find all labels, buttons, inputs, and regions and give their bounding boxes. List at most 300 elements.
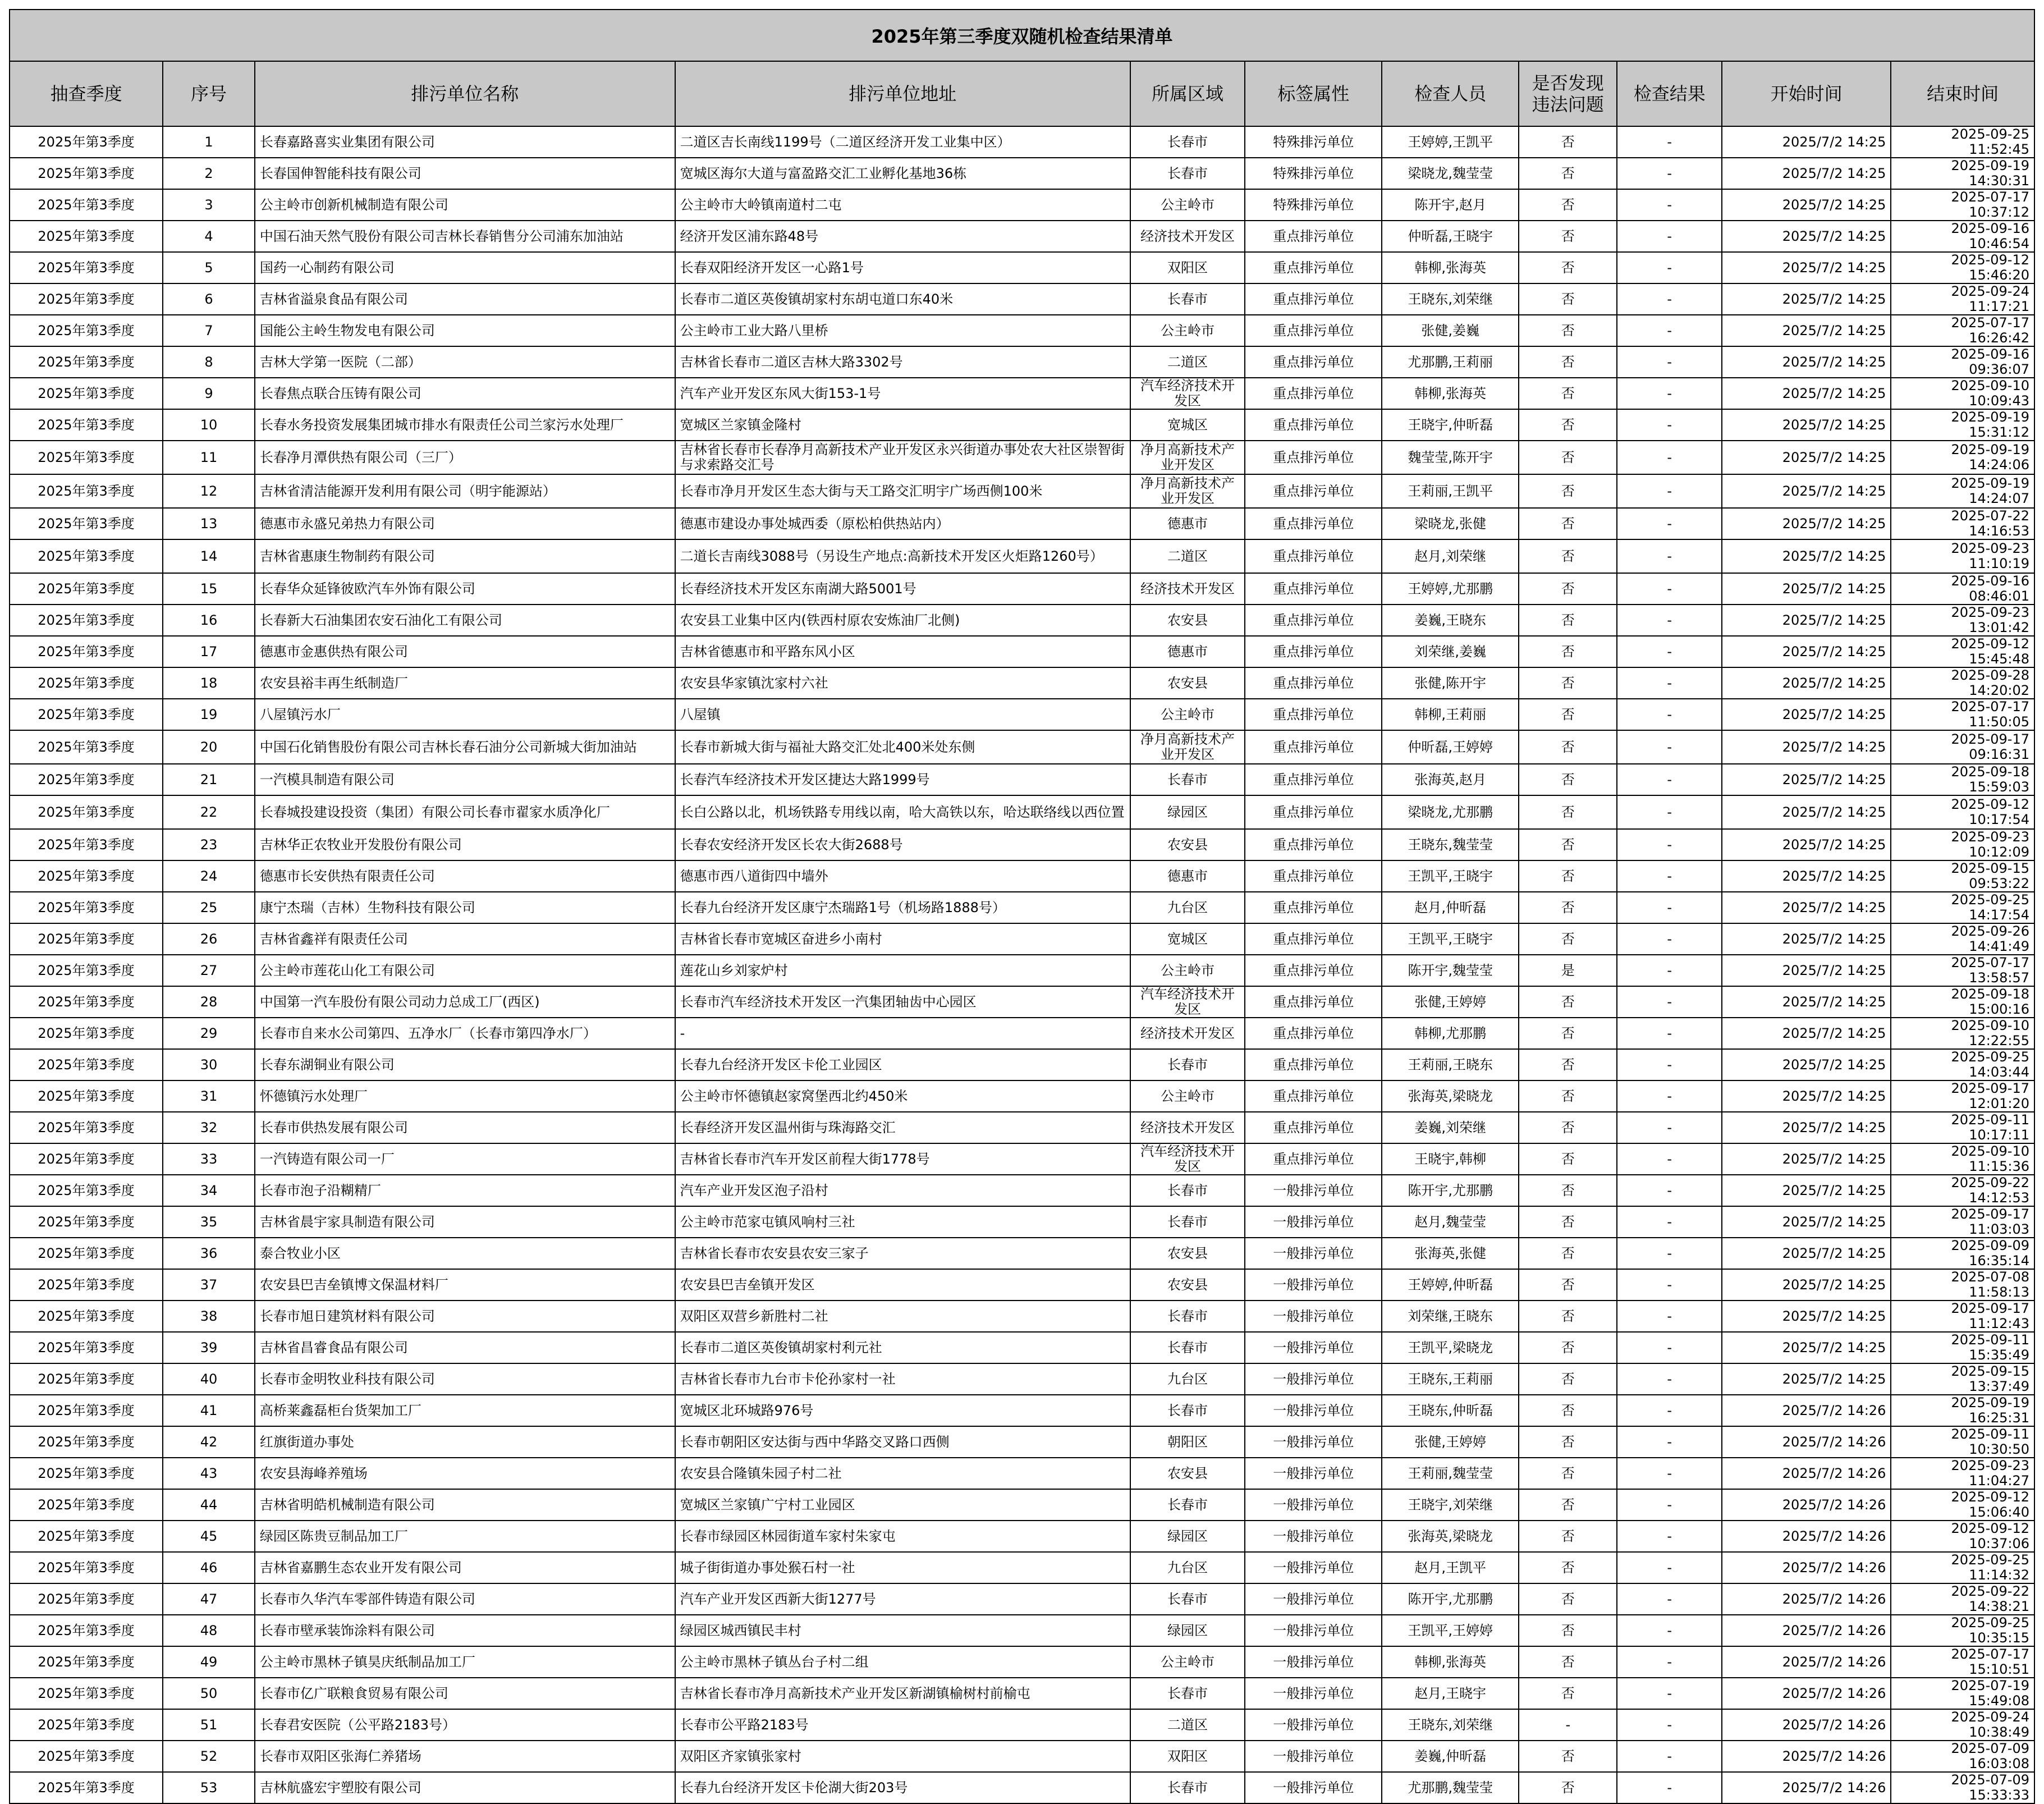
cell-end-time: 2025-09-19 14:24:07: [1891, 474, 2034, 508]
cell-index: 42: [163, 1426, 255, 1458]
cell-unit-address: 莲花山乡刘家炉村: [675, 955, 1130, 986]
cell-violation: 否: [1519, 126, 1617, 158]
cell-region: 长春市: [1130, 1049, 1245, 1080]
cell-tag: 一般排污单位: [1245, 1426, 1382, 1458]
cell-violation: -: [1519, 1709, 1617, 1741]
cell-end-time: 2025-07-09 16:03:08: [1891, 1741, 2034, 1772]
cell-unit-name: 长春市壁承装饰涂料有限公司: [255, 1615, 675, 1646]
cell-violation: 否: [1519, 1583, 1617, 1615]
table-row: [10, 605, 2034, 636]
table-row: [10, 409, 2034, 441]
cell-violation: 否: [1519, 636, 1617, 667]
cell-violation: 否: [1519, 829, 1617, 860]
cell-start-time: 2025/7/2 14:25: [1722, 955, 1891, 986]
table-row: [10, 1301, 2034, 1332]
cell-unit-address: 吉林省长春市宽城区奋进乡小南村: [675, 923, 1130, 955]
table-row: [10, 1049, 2034, 1080]
cell-violation: 否: [1519, 1646, 1617, 1678]
cell-unit-address: 长春市公平路2183号: [675, 1709, 1130, 1741]
cell-quarter: 2025年第3季度: [10, 1772, 163, 1803]
cell-unit-name: 长春市亿广联粮食贸易有限公司: [255, 1678, 675, 1709]
cell-quarter: 2025年第3季度: [10, 986, 163, 1018]
cell-region: 净月高新技术产业开发区: [1130, 474, 1245, 508]
cell-unit-name: 公主岭市黑林子镇昊庆纸制品加工厂: [255, 1646, 675, 1678]
cell-tag: 重点排污单位: [1245, 764, 1382, 795]
cell-region: 长春市: [1130, 1583, 1245, 1615]
cell-violation: 否: [1519, 409, 1617, 441]
cell-inspectors: 王凯平,梁晓龙: [1382, 1332, 1519, 1363]
cell-index: 41: [163, 1395, 255, 1426]
cell-start-time: 2025/7/2 14:26: [1722, 1521, 1891, 1552]
cell-end-time: 2025-09-16 10:46:54: [1891, 221, 2034, 252]
table-row: [10, 1143, 2034, 1175]
cell-unit-name: 长春嘉路喜实业集团有限公司: [255, 126, 675, 158]
cell-result: -: [1617, 158, 1722, 189]
cell-quarter: 2025年第3季度: [10, 409, 163, 441]
cell-unit-name: 长春市旭日建筑材料有限公司: [255, 1301, 675, 1332]
cell-tag: 特殊排污单位: [1245, 126, 1382, 158]
cell-region: 公主岭市: [1130, 955, 1245, 986]
cell-inspectors: 姜巍,刘荣继: [1382, 1112, 1519, 1143]
cell-start-time: 2025/7/2 14:25: [1722, 221, 1891, 252]
cell-start-time: 2025/7/2 14:25: [1722, 605, 1891, 636]
cell-index: 22: [163, 795, 255, 829]
cell-unit-name: 绿园区陈贵豆制品加工厂: [255, 1521, 675, 1552]
cell-tag: 重点排污单位: [1245, 1049, 1382, 1080]
cell-start-time: 2025/7/2 14:25: [1722, 699, 1891, 730]
cell-region: 汽车经济技术开发区: [1130, 1143, 1245, 1175]
cell-index: 1: [163, 126, 255, 158]
cell-violation: 否: [1519, 667, 1617, 699]
cell-tag: 重点排污单位: [1245, 699, 1382, 730]
cell-inspectors: 韩柳,王莉丽: [1382, 699, 1519, 730]
cell-region: 德惠市: [1130, 860, 1245, 892]
cell-result: -: [1617, 1458, 1722, 1489]
cell-unit-address: 宽城区兰家镇金隆村: [675, 409, 1130, 441]
cell-violation: 否: [1519, 573, 1617, 605]
cell-region: 农安县: [1130, 1458, 1245, 1489]
cell-result: -: [1617, 252, 1722, 283]
table-row: [10, 1395, 2034, 1426]
cell-region: 双阳区: [1130, 1741, 1245, 1772]
cell-inspectors: 赵月,刘荣继: [1382, 539, 1519, 573]
cell-start-time: 2025/7/2 14:26: [1722, 1489, 1891, 1521]
cell-unit-address: 长春市二道区英俊镇胡家村利元社: [675, 1332, 1130, 1363]
cell-unit-name: 长春市久华汽车零部件铸造有限公司: [255, 1583, 675, 1615]
cell-tag: 特殊排污单位: [1245, 158, 1382, 189]
cell-end-time: 2025-09-22 14:38:21: [1891, 1583, 2034, 1615]
cell-end-time: 2025-07-17 11:50:05: [1891, 699, 2034, 730]
cell-quarter: 2025年第3季度: [10, 795, 163, 829]
cell-result: -: [1617, 1363, 1722, 1395]
cell-unit-address: 长春双阳经济开发区一心路1号: [675, 252, 1130, 283]
cell-result: -: [1617, 315, 1722, 346]
cell-end-time: 2025-09-12 15:46:20: [1891, 252, 2034, 283]
cell-index: 26: [163, 923, 255, 955]
table-row: [10, 730, 2034, 764]
cell-unit-name: 长春市泡子沿糊精厂: [255, 1175, 675, 1206]
cell-quarter: 2025年第3季度: [10, 189, 163, 221]
cell-violation: 否: [1519, 1615, 1617, 1646]
cell-start-time: 2025/7/2 14:25: [1722, 474, 1891, 508]
cell-violation: 否: [1519, 1458, 1617, 1489]
cell-end-time: 2025-09-23 13:01:42: [1891, 605, 2034, 636]
cell-end-time: 2025-09-24 11:17:21: [1891, 283, 2034, 315]
cell-result: -: [1617, 1175, 1722, 1206]
cell-result: -: [1617, 1583, 1722, 1615]
cell-violation: 否: [1519, 1049, 1617, 1080]
cell-inspectors: 尤那鹏,王莉丽: [1382, 346, 1519, 378]
cell-tag: 一般排污单位: [1245, 1646, 1382, 1678]
cell-unit-address: 长春市二道区英俊镇胡家村东胡屯道口东40米: [675, 283, 1130, 315]
cell-unit-address: 公主岭市大岭镇南道村二屯: [675, 189, 1130, 221]
cell-index: 14: [163, 539, 255, 573]
cell-violation: 否: [1519, 795, 1617, 829]
cell-unit-name: 一汽模具制造有限公司: [255, 764, 675, 795]
cell-inspectors: 韩柳,张海英: [1382, 252, 1519, 283]
cell-start-time: 2025/7/2 14:26: [1722, 1395, 1891, 1426]
cell-violation: 否: [1519, 158, 1617, 189]
cell-region: 双阳区: [1130, 252, 1245, 283]
cell-inspectors: 王晓宇,刘荣继: [1382, 1489, 1519, 1521]
cell-start-time: 2025/7/2 14:25: [1722, 252, 1891, 283]
header-start-time: 开始时间: [1722, 61, 1891, 126]
cell-result: -: [1617, 346, 1722, 378]
cell-violation: 否: [1519, 1426, 1617, 1458]
cell-quarter: 2025年第3季度: [10, 1238, 163, 1269]
cell-tag: 一般排污单位: [1245, 1678, 1382, 1709]
cell-unit-name: 中国石化销售股份有限公司吉林长春石油分公司新城大街加油站: [255, 730, 675, 764]
cell-inspectors: 刘荣继,姜巍: [1382, 636, 1519, 667]
cell-index: 45: [163, 1521, 255, 1552]
cell-inspectors: 王晓东,魏莹莹: [1382, 829, 1519, 860]
cell-unit-address: 吉林省长春市汽车开发区前程大街1778号: [675, 1143, 1130, 1175]
cell-region: 长春市: [1130, 1332, 1245, 1363]
cell-result: -: [1617, 1678, 1722, 1709]
cell-inspectors: 张海英,梁晓龙: [1382, 1080, 1519, 1112]
cell-inspectors: 张健,陈开宇: [1382, 667, 1519, 699]
table-row: [10, 441, 2034, 474]
cell-unit-address: 吉林省德惠市和平路东风小区: [675, 636, 1130, 667]
cell-start-time: 2025/7/2 14:25: [1722, 441, 1891, 474]
table-row: [10, 764, 2034, 795]
cell-result: -: [1617, 1741, 1722, 1772]
cell-start-time: 2025/7/2 14:25: [1722, 986, 1891, 1018]
cell-violation: 否: [1519, 1678, 1617, 1709]
table-row: [10, 955, 2034, 986]
cell-start-time: 2025/7/2 14:25: [1722, 283, 1891, 315]
header-index: 序号: [163, 61, 255, 126]
cell-unit-name: 农安县巴吉垒镇博文保温材料厂: [255, 1269, 675, 1301]
cell-index: 28: [163, 986, 255, 1018]
cell-unit-address: 双阳区齐家镇张家村: [675, 1741, 1130, 1772]
cell-violation: 否: [1519, 1206, 1617, 1238]
cell-inspectors: 赵月,仲昕磊: [1382, 892, 1519, 923]
cell-inspectors: 魏莹莹,陈开宇: [1382, 441, 1519, 474]
cell-tag: 重点排污单位: [1245, 474, 1382, 508]
cell-start-time: 2025/7/2 14:25: [1722, 667, 1891, 699]
cell-index: 23: [163, 829, 255, 860]
cell-start-time: 2025/7/2 14:25: [1722, 315, 1891, 346]
cell-unit-address: 长春经济技术开发区东南湖大路5001号: [675, 573, 1130, 605]
table-row: [10, 1426, 2034, 1458]
table-row: [10, 126, 2034, 158]
cell-start-time: 2025/7/2 14:26: [1722, 1678, 1891, 1709]
cell-region: 长春市: [1130, 1175, 1245, 1206]
cell-tag: 重点排污单位: [1245, 923, 1382, 955]
cell-index: 36: [163, 1238, 255, 1269]
cell-end-time: 2025-09-12 15:06:40: [1891, 1489, 2034, 1521]
cell-inspectors: 张海英,梁晓龙: [1382, 1521, 1519, 1552]
cell-region: 经济技术开发区: [1130, 573, 1245, 605]
cell-unit-address: 城子街街道办事处猴石村一社: [675, 1552, 1130, 1583]
cell-unit-address: 长春农安经济开发区长农大街2688号: [675, 829, 1130, 860]
cell-inspectors: 尤那鹏,魏莹莹: [1382, 1772, 1519, 1803]
cell-index: 19: [163, 699, 255, 730]
cell-start-time: 2025/7/2 14:26: [1722, 1426, 1891, 1458]
cell-unit-name: 长春国伸智能科技有限公司: [255, 158, 675, 189]
cell-end-time: 2025-09-12 10:17:54: [1891, 795, 2034, 829]
cell-start-time: 2025/7/2 14:25: [1722, 378, 1891, 409]
table-row: [10, 1521, 2034, 1552]
cell-inspectors: 张健,王婷婷: [1382, 1426, 1519, 1458]
cell-result: -: [1617, 1301, 1722, 1332]
cell-quarter: 2025年第3季度: [10, 315, 163, 346]
cell-violation: 否: [1519, 986, 1617, 1018]
cell-tag: 重点排污单位: [1245, 860, 1382, 892]
cell-result: -: [1617, 730, 1722, 764]
cell-quarter: 2025年第3季度: [10, 764, 163, 795]
cell-result: -: [1617, 1269, 1722, 1301]
cell-unit-address: 长春市绿园区林园街道车家村朱家屯: [675, 1521, 1130, 1552]
cell-index: 44: [163, 1489, 255, 1521]
cell-tag: 一般排污单位: [1245, 1489, 1382, 1521]
cell-end-time: 2025-09-17 11:03:03: [1891, 1206, 2034, 1238]
cell-inspectors: 仲昕磊,王晓宇: [1382, 221, 1519, 252]
cell-tag: 重点排污单位: [1245, 283, 1382, 315]
cell-unit-address: 汽车产业开发区泡子沿村: [675, 1175, 1130, 1206]
cell-end-time: 2025-09-17 12:01:20: [1891, 1080, 2034, 1112]
cell-start-time: 2025/7/2 14:25: [1722, 346, 1891, 378]
cell-tag: 重点排污单位: [1245, 955, 1382, 986]
cell-inspectors: 姜巍,王晓东: [1382, 605, 1519, 636]
cell-tag: 重点排污单位: [1245, 508, 1382, 539]
cell-end-time: 2025-09-16 09:36:07: [1891, 346, 2034, 378]
table-row: [10, 1332, 2034, 1363]
cell-result: -: [1617, 605, 1722, 636]
cell-unit-address: 绿园区城西镇民丰村: [675, 1615, 1130, 1646]
cell-start-time: 2025/7/2 14:25: [1722, 829, 1891, 860]
cell-index: 30: [163, 1049, 255, 1080]
cell-inspectors: 梁晓龙,尤那鹏: [1382, 795, 1519, 829]
cell-tag: 一般排污单位: [1245, 1269, 1382, 1301]
cell-end-time: 2025-09-25 10:35:15: [1891, 1615, 2034, 1646]
cell-inspectors: 姜巍,仲昕磊: [1382, 1741, 1519, 1772]
cell-tag: 重点排污单位: [1245, 829, 1382, 860]
cell-quarter: 2025年第3季度: [10, 158, 163, 189]
cell-result: -: [1617, 474, 1722, 508]
cell-end-time: 2025-09-24 10:38:49: [1891, 1709, 2034, 1741]
cell-violation: 否: [1519, 539, 1617, 573]
cell-inspectors: 王婷婷,王凯平: [1382, 126, 1519, 158]
cell-inspectors: 刘荣继,王晓东: [1382, 1301, 1519, 1332]
cell-index: 20: [163, 730, 255, 764]
cell-region: 农安县: [1130, 667, 1245, 699]
cell-quarter: 2025年第3季度: [10, 1458, 163, 1489]
cell-index: 17: [163, 636, 255, 667]
cell-violation: 否: [1519, 221, 1617, 252]
cell-tag: 重点排污单位: [1245, 573, 1382, 605]
cell-result: -: [1617, 636, 1722, 667]
table-row: [10, 508, 2034, 539]
cell-tag: 重点排污单位: [1245, 539, 1382, 573]
table-row: [10, 829, 2034, 860]
cell-violation: 否: [1519, 605, 1617, 636]
cell-tag: 一般排污单位: [1245, 1395, 1382, 1426]
cell-quarter: 2025年第3季度: [10, 1489, 163, 1521]
cell-quarter: 2025年第3季度: [10, 636, 163, 667]
cell-unit-name: 吉林省明皓机械制造有限公司: [255, 1489, 675, 1521]
cell-end-time: 2025-09-23 10:12:09: [1891, 829, 2034, 860]
cell-start-time: 2025/7/2 14:25: [1722, 1206, 1891, 1238]
cell-tag: 重点排污单位: [1245, 605, 1382, 636]
header-violation: 是否发现 违法问题: [1519, 61, 1617, 126]
cell-violation: 否: [1519, 1018, 1617, 1049]
cell-end-time: 2025-09-15 13:37:49: [1891, 1363, 2034, 1395]
table-row: [10, 1269, 2034, 1301]
cell-unit-address: 长春经济开发区温州街与珠海路交汇: [675, 1112, 1130, 1143]
cell-end-time: 2025-09-10 11:15:36: [1891, 1143, 2034, 1175]
table-row: [10, 1206, 2034, 1238]
cell-unit-name: 农安县裕丰再生纸制造厂: [255, 667, 675, 699]
cell-quarter: 2025年第3季度: [10, 346, 163, 378]
cell-result: -: [1617, 126, 1722, 158]
cell-inspectors: 王晓东,刘荣继: [1382, 283, 1519, 315]
cell-violation: 否: [1519, 441, 1617, 474]
cell-tag: 一般排污单位: [1245, 1583, 1382, 1615]
header-result: 检查结果: [1617, 61, 1722, 126]
cell-unit-name: 吉林省惠康生物制药有限公司: [255, 539, 675, 573]
cell-quarter: 2025年第3季度: [10, 1678, 163, 1709]
cell-unit-name: 公主岭市创新机械制造有限公司: [255, 189, 675, 221]
cell-inspectors: 王莉丽,王晓东: [1382, 1049, 1519, 1080]
cell-unit-address: 汽车产业开发区西新大街1277号: [675, 1583, 1130, 1615]
cell-unit-address: 农安县工业集中区内(铁西村原农安炼油厂北侧): [675, 605, 1130, 636]
table-row: [10, 221, 2034, 252]
cell-region: 长春市: [1130, 764, 1245, 795]
cell-result: -: [1617, 1238, 1722, 1269]
cell-unit-name: 长春东湖铜业有限公司: [255, 1049, 675, 1080]
header-unit-name: 排污单位名称: [255, 61, 675, 126]
cell-unit-address: 吉林省长春市二道区吉林大路3302号: [675, 346, 1130, 378]
cell-end-time: 2025-07-17 16:26:42: [1891, 315, 2034, 346]
cell-tag: 重点排污单位: [1245, 1112, 1382, 1143]
cell-result: -: [1617, 1489, 1722, 1521]
cell-index: 4: [163, 221, 255, 252]
cell-unit-address: -: [675, 1018, 1130, 1049]
cell-tag: 重点排污单位: [1245, 252, 1382, 283]
cell-unit-address: 公主岭市黑林子镇丛台子村二组: [675, 1646, 1130, 1678]
cell-violation: 否: [1519, 1552, 1617, 1583]
cell-result: -: [1617, 764, 1722, 795]
cell-violation: 否: [1519, 1301, 1617, 1332]
cell-tag: 一般排污单位: [1245, 1175, 1382, 1206]
table-row: [10, 1709, 2034, 1741]
table-row: [10, 189, 2034, 221]
cell-violation: 否: [1519, 1112, 1617, 1143]
header-unit-address: 排污单位地址: [675, 61, 1130, 126]
cell-index: 33: [163, 1143, 255, 1175]
cell-region: 长春市: [1130, 1772, 1245, 1803]
cell-quarter: 2025年第3季度: [10, 699, 163, 730]
cell-tag: 重点排污单位: [1245, 667, 1382, 699]
cell-region: 朝阳区: [1130, 1426, 1245, 1458]
cell-unit-name: 吉林大学第一医院（二部）: [255, 346, 675, 378]
cell-unit-address: 德惠市西八道街四中墙外: [675, 860, 1130, 892]
cell-inspectors: 张健,王婷婷: [1382, 986, 1519, 1018]
cell-unit-name: 长春市自来水公司第四、五净水厂（长春市第四净水厂）: [255, 1018, 675, 1049]
cell-unit-address: 公主岭市怀德镇赵家窝堡西北约450米: [675, 1080, 1130, 1112]
cell-index: 35: [163, 1206, 255, 1238]
cell-start-time: 2025/7/2 14:25: [1722, 1269, 1891, 1301]
table-row: [10, 1018, 2034, 1049]
cell-start-time: 2025/7/2 14:25: [1722, 573, 1891, 605]
cell-unit-name: 八屋镇污水厂: [255, 699, 675, 730]
cell-violation: 否: [1519, 1143, 1617, 1175]
cell-violation: 是: [1519, 955, 1617, 986]
cell-result: -: [1617, 1080, 1722, 1112]
cell-result: -: [1617, 1552, 1722, 1583]
cell-end-time: 2025-09-26 14:41:49: [1891, 923, 2034, 955]
cell-index: 12: [163, 474, 255, 508]
cell-unit-name: 国药一心制药有限公司: [255, 252, 675, 283]
table-row: [10, 1646, 2034, 1678]
cell-start-time: 2025/7/2 14:25: [1722, 1301, 1891, 1332]
cell-end-time: 2025-09-15 09:53:22: [1891, 860, 2034, 892]
cell-quarter: 2025年第3季度: [10, 126, 163, 158]
cell-start-time: 2025/7/2 14:25: [1722, 1363, 1891, 1395]
table-title: 2025年第三季度双随机检查结果清单: [10, 10, 2034, 61]
cell-tag: 一般排污单位: [1245, 1206, 1382, 1238]
cell-index: 43: [163, 1458, 255, 1489]
cell-index: 49: [163, 1646, 255, 1678]
cell-unit-name: 吉林航盛宏宇塑胶有限公司: [255, 1772, 675, 1803]
cell-end-time: 2025-07-09 15:33:33: [1891, 1772, 2034, 1803]
cell-unit-address: 二道长吉南线3088号（另设生产地点:高新技术开发区火炬路1260号）: [675, 539, 1130, 573]
cell-index: 39: [163, 1332, 255, 1363]
cell-tag: 一般排污单位: [1245, 1552, 1382, 1583]
cell-result: -: [1617, 892, 1722, 923]
cell-inspectors: 韩柳,张海英: [1382, 378, 1519, 409]
cell-end-time: 2025-09-11 10:30:50: [1891, 1426, 2034, 1458]
cell-inspectors: 张海英,赵月: [1382, 764, 1519, 795]
table-row: [10, 1175, 2034, 1206]
cell-start-time: 2025/7/2 14:26: [1722, 1741, 1891, 1772]
cell-unit-address: 长春市新城大街与福祉大路交汇处北400米处东侧: [675, 730, 1130, 764]
cell-violation: 否: [1519, 892, 1617, 923]
cell-quarter: 2025年第3季度: [10, 1143, 163, 1175]
cell-result: -: [1617, 923, 1722, 955]
cell-violation: 否: [1519, 699, 1617, 730]
cell-end-time: 2025-09-11 15:35:49: [1891, 1332, 2034, 1363]
header-inspectors: 检查人员: [1382, 61, 1519, 126]
cell-tag: 重点排污单位: [1245, 795, 1382, 829]
cell-end-time: 2025-09-19 15:31:12: [1891, 409, 2034, 441]
cell-quarter: 2025年第3季度: [10, 1175, 163, 1206]
cell-unit-address: 公主岭市范家屯镇风响村三社: [675, 1206, 1130, 1238]
cell-quarter: 2025年第3季度: [10, 1112, 163, 1143]
cell-end-time: 2025-09-23 11:10:19: [1891, 539, 2034, 573]
